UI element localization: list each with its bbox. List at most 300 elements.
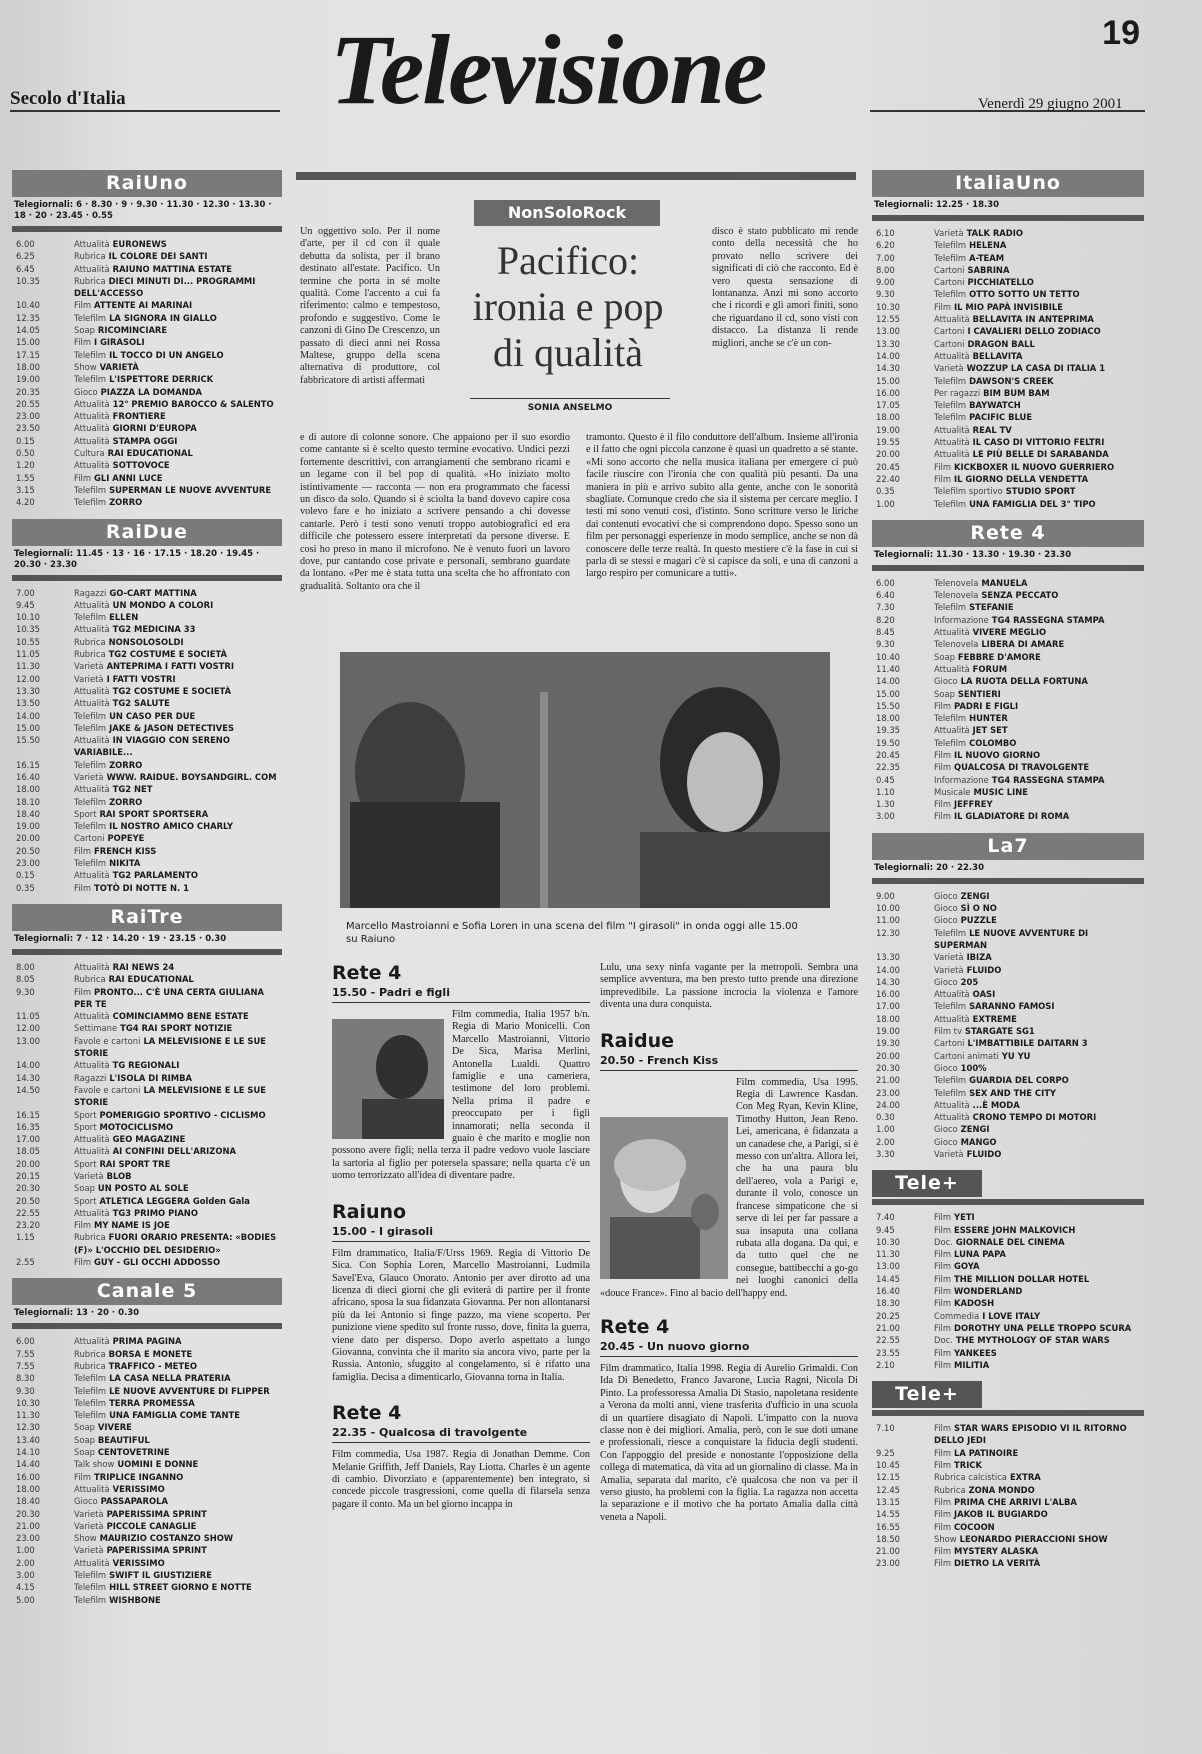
divider	[12, 226, 282, 232]
schedule-title: TOTÒ DI NOTTE N. 1	[94, 882, 189, 893]
schedule-time: 11.30	[16, 661, 40, 672]
schedule-time: 20.15	[16, 1171, 40, 1181]
schedule-time: 22.55	[876, 1335, 900, 1346]
schedule-row	[872, 601, 1144, 613]
schedule-time: 7.55	[16, 1360, 35, 1371]
schedule-row	[872, 350, 1144, 362]
schedule-title: SWIFT IL GIUSTIZIERE	[109, 1570, 212, 1581]
teleplus2-block	[872, 1381, 1144, 1570]
schedule-time: 7.55	[16, 1348, 35, 1359]
schedule-time: 16.55	[876, 1521, 900, 1532]
schedule-title: POMERIGGIO SPORTIVO - CICLISMO	[99, 1109, 266, 1120]
schedule-row	[12, 636, 282, 648]
schedule-title: BEAUTIFUL	[97, 1434, 150, 1445]
schedule-title: RAI EDUCATIONAL	[107, 448, 193, 459]
schedule-genre: Attualità	[934, 663, 970, 674]
schedule-time: 23.00	[876, 1558, 900, 1569]
schedule-row	[12, 386, 282, 398]
schedule-time: 20.50	[16, 845, 40, 856]
schedule-time: 10.35	[16, 624, 40, 635]
schedule-title: DRAGON BALL	[967, 338, 1035, 349]
schedule-time: 17.00	[876, 1001, 900, 1012]
schedule-row	[872, 1359, 1144, 1371]
schedule-title: IL CASO DI VITTORIO FELTRI	[972, 437, 1105, 448]
schedule-genre: Film	[934, 1212, 952, 1223]
schedule-title: PRIMA CHE ARRIVI L'ALBA	[954, 1496, 1077, 1507]
schedule-genre: Gioco	[934, 676, 958, 687]
schedule-genre: Telefilm	[74, 484, 107, 495]
schedule-time: 4.20	[16, 497, 35, 508]
schedule-genre: Telefilm	[74, 312, 107, 323]
schedule-title: SARANNO FAMOSI	[969, 1001, 1055, 1012]
schedule-title: YANKEES	[954, 1347, 997, 1358]
right-column	[872, 170, 1144, 1570]
schedule-genre: Varietà	[934, 952, 964, 963]
schedule-title: LA CASA NELLA PRATERIA	[109, 1373, 231, 1384]
schedule-time: 1.00	[16, 1545, 35, 1556]
schedule-genre: Attualità	[74, 398, 110, 409]
schedule-time: 1.00	[876, 1124, 895, 1135]
schedule-genre: Telefilm	[934, 412, 967, 423]
divider	[872, 565, 1144, 571]
schedule-row	[12, 1170, 282, 1182]
schedule-genre: Attualità	[934, 314, 970, 325]
schedule-row	[12, 1385, 282, 1397]
schedule-title: LA MELEVISIONE E LE SUE STORIE	[74, 1084, 266, 1108]
schedule-genre: Gioco	[934, 1136, 958, 1147]
schedule-row	[12, 685, 282, 697]
schedule-row	[12, 1508, 282, 1520]
schedule-genre: Telefilm	[74, 374, 107, 385]
schedule-time: 6.00	[876, 577, 895, 588]
schedule-genre: Attualità	[74, 784, 110, 795]
schedule-genre: Film	[934, 749, 952, 760]
schedule-genre: Attualità	[74, 1207, 110, 1218]
schedule-genre: Telefilm	[74, 1582, 107, 1593]
schedule-title: JEFFREY	[954, 799, 993, 810]
schedule-genre: Attualità	[74, 263, 110, 274]
schedule-title: 12° PREMIO BAROCCO & SALENTO	[112, 398, 274, 409]
schedule-genre: Varietà	[74, 1545, 104, 1556]
schedule-genre: Attualità	[74, 1336, 110, 1347]
schedule-row	[872, 675, 1144, 687]
schedule-genre: Film	[934, 473, 952, 484]
schedule-title: CRONO TEMPO DI MOTORI	[972, 1112, 1097, 1123]
schedule-row	[12, 484, 282, 496]
schedule-time: 9.30	[876, 289, 895, 300]
schedule-genre: Attualità	[74, 599, 110, 610]
schedule-time: 19.00	[876, 1026, 900, 1037]
schedule-row	[872, 264, 1144, 276]
schedule-row	[872, 1248, 1144, 1260]
schedule-time: 23.50	[16, 423, 40, 434]
schedule-genre: Film	[934, 1496, 952, 1507]
article-top-rule	[296, 172, 856, 180]
review-title: 22.35 - Qualcosa di travolgente	[332, 1426, 590, 1443]
schedule-time: 0.35	[876, 486, 895, 497]
schedule-time: 9.30	[16, 986, 35, 997]
schedule-title: HILL STREET GIORNO E NOTTE	[109, 1582, 252, 1593]
raiuno-block	[12, 170, 282, 509]
schedule-title: 100%	[960, 1062, 987, 1073]
schedule-row	[12, 1360, 282, 1372]
schedule-title: SOTTOVOCE	[112, 460, 170, 471]
schedule-genre: Film	[934, 1509, 952, 1520]
schedule-title: I FATTI VOSTRI	[106, 673, 176, 684]
schedule-title: PADRI E FIGLI	[954, 700, 1019, 711]
schedule-genre: Telefilm	[74, 722, 107, 733]
schedule-title: PRONTO... C'È UNA CERTA GIULIANA PER TE	[74, 986, 265, 1009]
schedule-genre: Cartoni	[934, 326, 965, 337]
schedule-time: 19.35	[876, 725, 900, 736]
schedule-time: 3.15	[16, 484, 35, 495]
schedule-title: VERISSIMO	[112, 1557, 165, 1568]
schedule-genre: Informazione	[934, 614, 989, 625]
schedule-title: GOYA	[954, 1261, 980, 1272]
schedule-time: 6.40	[876, 590, 895, 601]
schedule-time: 14.00	[876, 350, 900, 361]
schedule-row	[872, 461, 1144, 473]
article-kicker: NonSoloRock	[474, 200, 660, 226]
schedule-genre: Settimane	[74, 1023, 118, 1034]
schedule-genre: Soap	[74, 1434, 95, 1445]
schedule-row	[872, 1087, 1144, 1099]
schedule-row	[872, 1013, 1144, 1025]
schedule-time: 14.30	[16, 1072, 40, 1083]
schedule-title: KICKBOXER IL NUOVO GUERRIERO	[954, 461, 1115, 472]
schedule-time: 19.00	[16, 374, 40, 385]
schedule-title: SEX AND THE CITY	[969, 1087, 1056, 1098]
schedule-row	[12, 1072, 282, 1084]
schedule-time: 0.50	[16, 448, 35, 459]
schedule-row	[872, 387, 1144, 399]
review-text: Film drammatico, Italia 1998. Regia di Aurelio Grimaldi. Con Ida Di Benedetto, Franco Javarone, Lucia Ragni, Nicola Di Pinto. La professoressa Amalia Di Stasio, napoletana residente a Verona da molti anni, viene trasferita d'ufficio in una scuola di un quartiere disagiato di Napoli. L'impatto con la nuova classe non è dei migliori. Amalia, però, con le sue doti umane e professionali, riesce a conquistare la fiducia degli studenti. Con l'appoggio del preside e nonostante l'opposizione della collega di matematica, dà vita ad un giornalino di classe. Ma in Amalia, separata dal marito, c'è qualcosa che non va per il verso giusto, ha problemi con la figlia. La ragazza non accetta la separazione e il motivo che ha portato Amalia dalla città veneta a Napoli.	[600, 1362, 858, 1523]
schedule-time: 14.00	[16, 710, 40, 721]
schedule-time: 12.45	[876, 1484, 900, 1495]
schedule-genre: Film	[934, 1322, 952, 1333]
schedule-row	[872, 1273, 1144, 1285]
italiauno-header: ItaliaUno	[872, 170, 1144, 197]
schedule-row	[12, 1581, 282, 1593]
reviews-right-column	[600, 962, 858, 1524]
schedule-row	[12, 783, 282, 795]
schedule-title: WWW. RAIDUE. BOYSANDGIRL. COM	[106, 771, 277, 782]
schedule-row	[12, 1059, 282, 1071]
schedule-row	[872, 1533, 1144, 1545]
schedule-title: DIETRO LA VERITÀ	[954, 1558, 1041, 1569]
schedule-title: FEBBRE D'AMORE	[957, 651, 1041, 662]
schedule-time: 4.15	[16, 1582, 35, 1593]
schedule-time: 6.00	[16, 1336, 35, 1347]
schedule-row	[12, 1158, 282, 1170]
raidue-header: RaiDue	[12, 519, 282, 546]
schedule-title: IN VIAGGIO CON SERENO VARIABILE...	[74, 735, 230, 758]
schedule-row	[872, 448, 1144, 460]
schedule-genre: Telenovela	[934, 590, 979, 601]
schedule-time: 10.30	[16, 1397, 40, 1408]
rete4-tg: Telegiornali: 11.30 · 13.30 · 19.30 · 23.30	[874, 549, 1072, 560]
schedule-row	[12, 1010, 282, 1022]
schedule-title: ZENGI	[960, 1124, 990, 1135]
schedule-title: YETI	[954, 1212, 975, 1223]
schedule-title: MYSTERY ALASKA	[954, 1546, 1039, 1557]
schedule-genre: Attualità	[74, 1483, 110, 1494]
schedule-title: TG4 RASSEGNA STAMPA	[991, 614, 1105, 625]
schedule-time: 22.35	[876, 762, 900, 773]
schedule-time: 5.00	[16, 1594, 35, 1605]
article-col2: disco è stato pubblicato mi rende conto della necessità che ho provato nello scrivere dei significati di ciò che racconto. Ed è vero questa sensazione di lontananza. Anzi mi sono accorto che i ricordi e gli amori finiti, sono che riguardano il cd, sono visti con distacco. La distanza li rende migliori, anche se c'è un con-	[712, 226, 858, 349]
schedule-genre: Show	[934, 1533, 957, 1544]
schedule-time: 13.30	[876, 338, 900, 349]
schedule-row	[12, 1121, 282, 1133]
schedule-row	[872, 1025, 1144, 1037]
schedule-row	[872, 288, 1144, 300]
article-col1: Un oggettivo solo. Per il nome d'arte, per il cd con il quale debutta da solista, per il brano destinato all'estate. Pacifico. Un termine che porta in sé molte qualità. Come l'accento a cui fa riferimento: calmo e tempestoso, profondo e suggestivo. Come le canzoni di Gino De Crescenzo, un passato di dieci anni nei Rossa Maltese, gruppo della scena alternativa di produttore, col fabbricatore di artisti affermati	[300, 226, 440, 386]
schedule-row	[872, 1074, 1144, 1086]
schedule-genre: Cultura	[74, 448, 105, 459]
schedule-title: L'ISOLA DI RIMBA	[109, 1072, 192, 1083]
schedule-row	[872, 313, 1144, 325]
schedule-title: OTTO SOTTO UN TETTO	[969, 289, 1080, 300]
schedule-title: PUZZLE	[960, 915, 997, 926]
schedule-genre: Gioco	[74, 386, 98, 397]
schedule-genre: Telefilm	[934, 713, 967, 724]
schedule-genre: Gioco	[934, 903, 958, 914]
schedule-row	[12, 1207, 282, 1219]
schedule-title: TG2 NET	[112, 784, 153, 795]
teleplus1-schedule	[872, 1211, 1144, 1371]
review-title: 20.45 - Un nuovo giorno	[600, 1340, 858, 1357]
schedule-time: 6.10	[876, 228, 895, 238]
schedule-title: ZENGI	[960, 890, 990, 901]
schedule-time: 1.00	[876, 498, 895, 509]
schedule-row	[12, 882, 282, 894]
schedule-time: 10.10	[16, 612, 40, 623]
schedule-genre: Telefilm	[74, 759, 107, 770]
rete4-header: Rete 4	[872, 520, 1144, 547]
schedule-row	[872, 1000, 1144, 1012]
schedule-time: 22.40	[876, 473, 900, 484]
header-rule-left	[10, 110, 280, 112]
schedule-genre: Attualità	[934, 437, 970, 448]
rete4-schedule	[872, 577, 1144, 823]
schedule-genre: Attualità	[74, 735, 110, 746]
schedule-genre: Attualità	[74, 423, 110, 434]
schedule-title: TRIPLICE INGANNO	[94, 1471, 184, 1482]
schedule-title: STAR WARS EPISODIO VI IL RITORNO DELLO JEDI	[934, 1423, 1127, 1446]
schedule-genre: Film	[74, 1257, 92, 1268]
schedule-genre: Per ragazzi	[934, 387, 981, 398]
schedule-title: SENTIERI	[957, 688, 1001, 699]
schedule-time: 15.50	[16, 735, 40, 746]
schedule-genre: Film	[934, 1359, 952, 1370]
schedule-title: FLUIDO	[966, 1149, 1002, 1159]
schedule-genre: Film tv	[934, 1026, 962, 1037]
schedule-genre: Film	[74, 882, 92, 893]
schedule-title: DIECI MINUTI DI... PROGRAMMI DELL'ACCESSO	[74, 275, 256, 299]
schedule-time: 12.15	[876, 1472, 900, 1483]
schedule-genre: Telefilm	[74, 821, 107, 832]
schedule-genre: Attualità	[934, 1099, 970, 1110]
schedule-row	[12, 1256, 282, 1268]
schedule-genre: Cartoni	[934, 338, 965, 349]
schedule-genre: Varietà	[74, 1508, 104, 1519]
schedule-title: GIORNI D'EUROPA	[112, 423, 197, 434]
schedule-time: 18.05	[16, 1146, 40, 1157]
schedule-time: 10.30	[876, 1236, 900, 1247]
schedule-genre: Rubrica	[74, 1348, 106, 1359]
schedule-title: ZORRO	[109, 796, 143, 807]
schedule-genre: Sport	[74, 1121, 97, 1132]
schedule-genre: Informazione	[934, 774, 989, 785]
schedule-genre: Varietà	[74, 1171, 104, 1181]
schedule-title: COLOMBO	[969, 737, 1017, 748]
schedule-time: 21.00	[876, 1322, 900, 1333]
canale5-schedule	[12, 1335, 282, 1606]
schedule-time: 16.15	[16, 1109, 40, 1120]
schedule-time: 17.05	[876, 400, 900, 411]
schedule-time: 10.40	[16, 300, 40, 311]
schedule-genre: Cartoni animati	[934, 1050, 999, 1061]
schedule-time: 20.00	[876, 449, 900, 460]
divider	[12, 1323, 282, 1329]
schedule-row	[872, 1123, 1144, 1135]
review-padri-e-figli	[332, 962, 590, 1183]
schedule-genre: Attualità	[74, 961, 110, 972]
schedule-title: THE MILLION DOLLAR HOTEL	[954, 1273, 1090, 1284]
schedule-row	[872, 1471, 1144, 1483]
schedule-title: QUALCOSA DI TRAVOLGENTE	[954, 762, 1090, 773]
raiuno-schedule	[12, 238, 282, 509]
schedule-row	[872, 651, 1144, 663]
schedule-row	[872, 1310, 1144, 1322]
schedule-row	[12, 832, 282, 844]
la7-block	[872, 833, 1144, 1161]
schedule-title: PAPERISSIMA SPRINT	[106, 1508, 207, 1519]
schedule-title: UN MONDO A COLORI	[112, 599, 214, 610]
page-number: 19	[1102, 14, 1140, 52]
schedule-genre: Attualità	[74, 624, 110, 635]
schedule-time: 20.30	[16, 1508, 40, 1519]
review-photo	[600, 1117, 728, 1279]
schedule-title: BLOB	[106, 1171, 132, 1181]
schedule-row	[12, 961, 282, 973]
schedule-row	[872, 1050, 1144, 1062]
schedule-time: 20.30	[876, 1062, 900, 1073]
schedule-time: 17.15	[16, 349, 40, 360]
schedule-row	[12, 697, 282, 709]
schedule-time: 14.55	[876, 1509, 900, 1520]
schedule-row	[12, 373, 282, 385]
review-un-nuovo-giorno	[600, 1316, 858, 1524]
review-text: Film drammatico, Italia/F/Urss 1969. Regia di Vittorio De Sica. Con Sophia Loren, Marcello Mastroianni, Ludmila Savel'Eva, Glauco Onorato. Antonio per aver dirotto ad una licenza di dieci giorni che gli eviterà di partire per il fronte africano, sposa la sua fidanzata Giovanna. Per non allontanarsi più da lei Antonio si finge pazzo, ma viene scoperto. Per punizione viene spedito sul fronte russo, dove, finita la guerra, viene dato per disperso. Dopo averlo aspettato a lungo Giovanna, convinta che il marito sia ancora vivo, parte per la Russia. Antonio, sfuggito al congelamento, si è rifatto una famiglia. Decisa a dimenticarlo, Giovanna torna in Italia.	[332, 1247, 590, 1383]
schedule-row	[872, 239, 1144, 251]
schedule-title: JET SET	[972, 725, 1008, 736]
raitre-schedule	[12, 961, 282, 1268]
article-body-left: e di autore di colonne sonore. Che appaiono per il suo esordio come cantante si è scelto questo termine evocativo. Undici pezzi fortemente descrittivi, con arrangiamenti che sembrano ricami e un legame con il bel pop di qualità. «Ho iniziato molto istintivamente — racconta — non era programmato che facessi un disco da solo. Quando si è sciolta la band dovevo capire cosa volevo fare e ho iniziato a scrivere pensando a chi dovesse cantarle. Però i testi sono venuti troppo autobiografici ed era difficile che potessero essere interpretati da persone diverse. E così ho preso in mano il microfono. Ne è venuto fuori un lavoro dove, pur cantando cose private e personali, sembrano guardate da lontano. «Per me è stata tutta una scelta che ho affrontato con gradualità. Soltanto ora che il	[300, 432, 570, 592]
schedule-genre: Gioco	[934, 915, 958, 926]
schedule-time: 23.00	[16, 1533, 40, 1544]
schedule-genre: Film	[934, 1347, 952, 1358]
schedule-row	[872, 786, 1144, 798]
schedule-row	[12, 673, 282, 685]
teleplus1-block	[872, 1170, 1144, 1371]
canale5-block	[12, 1278, 282, 1606]
schedule-genre: Telefilm	[74, 1373, 107, 1384]
schedule-title: RAI SPORT TRE	[99, 1158, 171, 1169]
schedule-genre: Attualità	[74, 1146, 110, 1157]
schedule-time: 12.00	[16, 1023, 40, 1034]
schedule-row	[872, 276, 1144, 288]
schedule-time: 6.20	[876, 240, 895, 251]
schedule-genre: Telefilm	[934, 737, 967, 748]
schedule-title: SUPERMAN LE NUOVE AVVENTURE	[109, 484, 272, 495]
review-text: Film commedia, Italia 1957 b/n. Regia di Mario Monicelli. Con Marcello Mastroianni, Vittorio De Sica, Marisa Merlini, Antonella Lualdi. Quattro famiglie e una cameriera, testimone del loro problemi. Nella prima il padre e preoccupato per i figli innamorati; nella seconda il guaio è che marito e moglie non possono avere figli; nella terza il padre vedovo vuole lasciare la sartoria al figlio per potersela spassare; nella quarta c'è un uomo terrorizzato all'idea di diventare padre.	[332, 1009, 590, 1182]
schedule-row	[12, 336, 282, 348]
schedule-row	[872, 1285, 1144, 1297]
schedule-row	[872, 325, 1144, 337]
schedule-row	[872, 1422, 1144, 1447]
schedule-row	[872, 1496, 1144, 1508]
review-channel: Rete 4	[600, 1315, 670, 1338]
schedule-row	[872, 1099, 1144, 1111]
schedule-row	[12, 312, 282, 324]
schedule-row	[872, 1459, 1144, 1471]
schedule-title: MOTOCICLISMO	[99, 1121, 174, 1132]
schedule-time: 23.00	[876, 1087, 900, 1098]
schedule-genre: Film	[934, 811, 952, 822]
schedule-title: LUNA PAPA	[954, 1249, 1006, 1260]
schedule-title: I LOVE ITALY	[982, 1310, 1041, 1321]
review-channel: Rete 4	[332, 1402, 402, 1425]
schedule-genre: Attualità	[934, 350, 970, 361]
schedule-row	[12, 422, 282, 434]
rete4-block	[872, 520, 1144, 823]
schedule-genre: Attualità	[934, 1112, 970, 1123]
schedule-title: RAI EDUCATIONAL	[108, 974, 194, 985]
schedule-row	[872, 1508, 1144, 1520]
schedule-row	[872, 436, 1144, 448]
raidue-tg: Telegiornali: 11.45 · 13 · 16 · 17.15 · 18.20 · 19.45 · 20.30 · 23.30	[14, 548, 260, 570]
schedule-row	[872, 1521, 1144, 1533]
schedule-time: 16.00	[876, 387, 900, 398]
review-title: 15.50 - Padri e figli	[332, 986, 590, 1003]
schedule-row	[12, 275, 282, 300]
schedule-row	[872, 301, 1144, 313]
schedule-title: ANTEPRIMA I FATTI VOSTRI	[106, 661, 234, 672]
schedule-row	[12, 472, 282, 484]
schedule-genre: Attualità	[934, 989, 970, 1000]
schedule-row	[872, 663, 1144, 675]
schedule-genre: Talk show	[74, 1459, 115, 1470]
schedule-time: 16.15	[16, 759, 40, 770]
schedule-time: 0.30	[876, 1112, 895, 1123]
schedule-title: ATTENTE AI MARINAI	[94, 300, 193, 311]
schedule-row	[12, 1532, 282, 1544]
schedule-title: RICOMINCIARE	[97, 325, 168, 336]
raidue-schedule	[12, 587, 282, 894]
schedule-genre: Gioco	[74, 1496, 98, 1507]
schedule-genre: Telefilm	[74, 1397, 107, 1408]
schedule-title: IL GLADIATORE DI ROMA	[954, 811, 1070, 822]
schedule-row	[872, 1236, 1144, 1248]
canale5-header: Canale 5	[12, 1278, 282, 1305]
schedule-title: UN POSTO AL SOLE	[97, 1183, 189, 1194]
schedule-title: GO-CART MATTINA	[109, 587, 197, 598]
schedule-genre: Film	[934, 1423, 952, 1434]
schedule-row	[872, 498, 1144, 510]
schedule-row	[12, 361, 282, 373]
